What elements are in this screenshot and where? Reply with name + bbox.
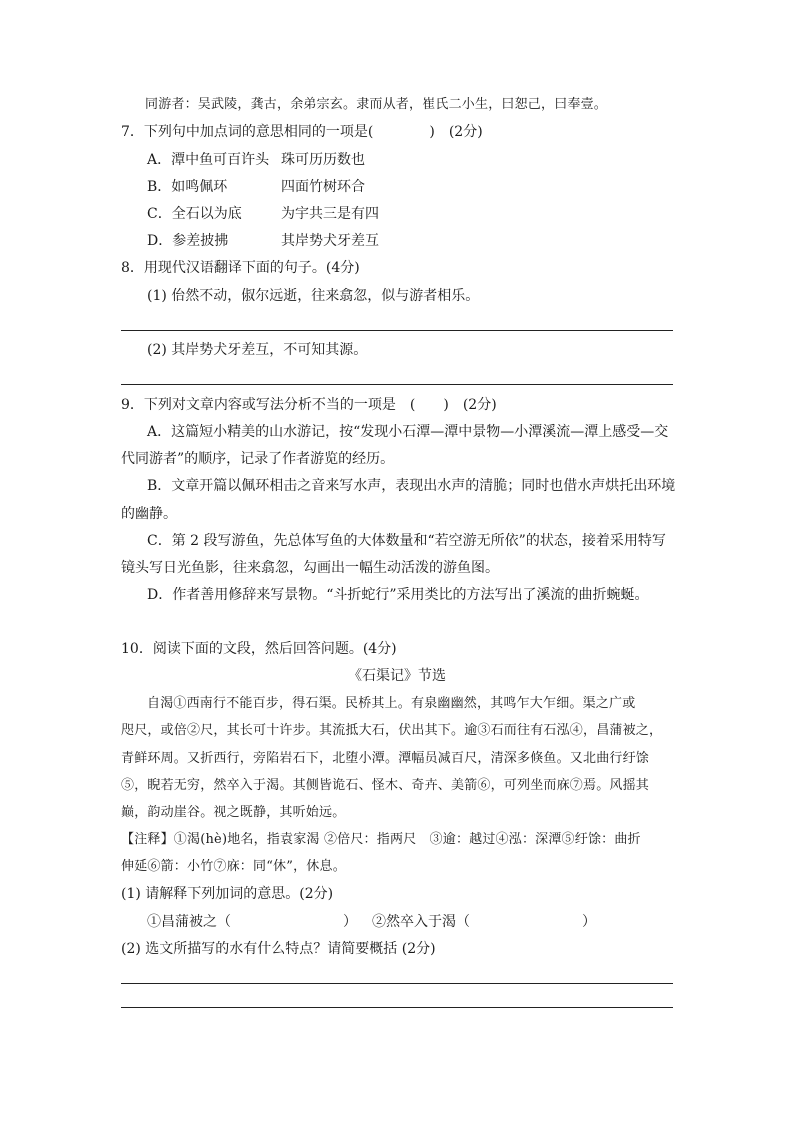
q7-option-d: D．参差披拂 <box>147 233 229 249</box>
q8-answer-line-2[interactable] <box>121 384 673 385</box>
q9-option-d: D．作者善用修辞来写景物。“斗折蛇行”采用类比的方法写出了溪流的曲折蜿蜒。 <box>147 587 649 603</box>
q10-passage-line-5: 巅，韵动崖谷。视之既静，其听始远。 <box>121 805 346 820</box>
q10-answer-line-1[interactable] <box>121 983 673 984</box>
q9-option-b-line-2: 的幽静。 <box>121 506 177 522</box>
q10-answer-line-2[interactable] <box>121 1007 673 1008</box>
q10-sub-question-1: (1) 请解释下列加词的意思。(2分) <box>121 886 334 902</box>
q8-sentence-1: (1) 佁然不动，俶尔远逝，往来翕忽，似与游者相乐。 <box>147 288 480 304</box>
q7-option-c: C．全石以为底 <box>147 206 242 222</box>
q9-option-c-line-2: 镜头写日光鱼影，往来翕忽，勾画出一幅生动活泼的游鱼图。 <box>121 560 499 576</box>
q7-option-b: B．如鸣佩环 <box>147 179 228 195</box>
q8-answer-line-1[interactable] <box>121 330 673 331</box>
q10-passage-title: 《石渠记》节选 <box>348 668 446 684</box>
q7-option-b-right: 四面竹树环合 <box>281 179 365 195</box>
q9-stem: 9．下列对文章内容或写法分析不当的一项是 ( ) (2分) <box>121 397 497 413</box>
q9-option-a-line-1: A．这篇短小精美的山水游记，按“发现小石潭—潭中景物—小潭溪流—潭上感受—交 <box>147 424 669 440</box>
q10-sub-question-1-item-a[interactable]: ①昌蒲被之（ ） <box>147 914 357 930</box>
q9-option-a-line-2: 代同游者”的顺序，记录了作者游览的经历。 <box>121 451 395 467</box>
q10-passage-line-1: 自渴①西南行不能百步，得石渠。民桥其上。有泉幽幽然，其鸣乍大乍细。渠之广或 <box>147 696 636 711</box>
q10-notes-line-2: 伸延⑥箭：小竹⑦庥：同“休”，休息。 <box>121 859 346 874</box>
q10-sub-question-2: (2) 选文所描写的水有什么特点？请简要概括 (2分) <box>121 941 436 957</box>
q10-passage-line-4: ⑤，睨若无穷，然卒入于渴。其侧皆诡石、怪木、奇卉、美箭⑥，可列坐而庥⑦焉。风摇其 <box>121 778 650 793</box>
q7-option-c-right: 为宇共三是有四 <box>281 206 379 222</box>
q10-passage-line-2: 咫尺，或倍②尺，其长可十许步。其流抵大石，伏出其下。逾③石而往有石泓④，昌蒲被之， <box>121 723 663 738</box>
q8-sentence-2: (2) 其岸势犬牙差互，不可知其源。 <box>147 342 368 358</box>
q10-stem: 10．阅读下面的文段，然后回答问题。(4分) <box>121 641 397 657</box>
q9-option-c-line-1: C．第 2 段写游鱼，先总体写鱼的大体数量和“若空游无所依”的状态，接着采用特写 <box>147 533 666 549</box>
q10-sub-question-1-item-b[interactable]: ②然卒入于渴（ ） <box>372 914 596 930</box>
intro-line: 同游者：吴武陵，龚古，余弟宗玄。隶而从者，崔氏二小生，曰恕己，曰奉壹。 <box>145 97 608 112</box>
q7-option-a-right: 珠可历历数也 <box>281 152 365 168</box>
q10-notes-line-1: 【注释】①渴(hè)地名，指袁家渴 ②倍尺：指两尺 ③逾：越过④泓：深潭⑤纡馀：曲折 <box>121 832 641 847</box>
q10-passage-line-3: 青鲜环周。又折西行，旁陷岩石下，北堕小潭。潭幅员减百尺，清深多倏鱼。又北曲行纡馀 <box>121 751 650 766</box>
q8-stem: 8．用现代汉语翻译下面的句子。(4分) <box>121 260 360 276</box>
q7-option-a: A．潭中鱼可百许头 <box>147 152 270 168</box>
q7-stem: 7．下列句中加点词的意思相同的一项是( ) (2分) <box>121 124 483 140</box>
q9-option-b-line-1: B．文章开篇以佩环相击之音来写水声，表现出水声的清脆；同时也借水声烘托出环境 <box>147 478 676 494</box>
q7-option-d-right: 其岸势犬牙差互 <box>281 233 379 249</box>
